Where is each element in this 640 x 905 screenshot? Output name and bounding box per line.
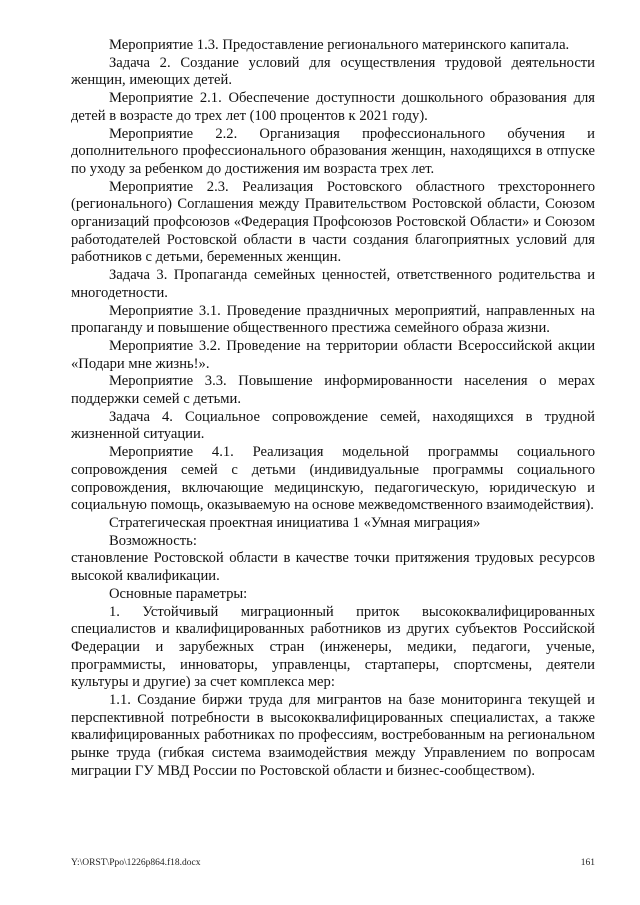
paragraph-measure-3-1: Мероприятие 3.1. Проведение праздничных мероприятий, направленных на пропаганду и повышение общественного престижа семейного образа жизни.	[71, 302, 595, 337]
paragraph-measure-2-2: Мероприятие 2.2. Организация профессионального обучения и дополнительного профессионального образования женщин, находящихся в отпуске по уходу за ребенком до достижения им возраста трех лет.	[71, 125, 595, 177]
paragraph-measure-1-3: Мероприятие 1.3. Предоставление регионального материнского капитала.	[109, 37, 570, 53]
document-body	[71, 37, 595, 781]
paragraph-parameter-1-1: 1.1. Создание биржи труда для мигрантов на базе мониторинга текущей и перспективной потребности в высококвалифицированных специалистах, а также квалифицированных работниках по профессиям, востребованным на региональном рынке труда (гибкая система взаимодействия между Управлением по вопросам миграции ГУ МВД России по Ростовской области и бизнес-сообществом).	[71, 692, 595, 779]
paragraph-measure-2-3: Мероприятие 2.3. Реализация Ростовского областного трехстороннего (регионального) Соглашения между Правительством Ростовской области, Союзом организаций профсоюзов «Федерация Профсоюзов Ростовской Области» и Союзом работодателей Ростовской области в части создания благоприятных условий для работников с детьми, беременных женщин.	[71, 178, 595, 266]
paragraph-measure-2-1: Мероприятие 2.1. Обеспечение доступности дошкольного образования для детей в возрасте до трех лет (100 процентов к 2021 году).	[71, 90, 595, 124]
paragraph-measure-4-1: Мероприятие 4.1. Реализация модельной программы социального сопровождения семей с детьми (индивидуальные программы социального сопровождения, включающие медицинскую, педагогическую, юридическую и социальную помощь, оказываемую на основе межведомственного взаимодействия).	[71, 444, 595, 514]
paragraph-opportunity-text: становление Ростовской области в качестве точки притяжения трудовых ресурсов высокой квалификации.	[71, 550, 595, 585]
paragraph-task-4: Задача 4. Социальное сопровождение семей, находящихся в трудной жизненной ситуации.	[71, 408, 595, 443]
paragraph-task-3: Задача 3. Пропаганда семейных ценностей, ответственного родительства и многодетности.	[71, 267, 595, 301]
paragraph-parameters-heading: Основные параметры:	[109, 585, 248, 602]
page-number: 161	[580, 858, 595, 868]
paragraph-task-2: Задача 2. Создание условий для осуществления трудовой деятельности женщин, имеющих детей.	[71, 54, 595, 89]
page-footer	[71, 858, 595, 872]
paragraph-measure-3-3: Мероприятие 3.3. Повышение информированности населения о мерах поддержки семей с детьми.	[71, 373, 595, 408]
footer-file-path: Y:\ORST\Ppo\1226p864.f18.docx	[71, 858, 201, 868]
paragraph-parameter-1: 1. Устойчивый миграционный приток высококвалифицированных специалистов и квалифицированных работников из других субъектов Российской Федерации и зарубежных стран (инженеры, медики, педагоги, ученые, программисты, инноваторы, управленцы, стартаперы, спортсмены, деятели культуры и другие) за счет комплекса мер:	[71, 603, 595, 691]
paragraph-opportunity-heading: Возможность:	[109, 532, 197, 549]
paragraph-initiative-title: Стратегическая проектная инициатива 1 «Умная миграция»	[109, 514, 481, 531]
paragraph-measure-3-2: Мероприятие 3.2. Проведение на территории области Всероссийской акции «Подари мне жизнь!».	[71, 337, 595, 372]
